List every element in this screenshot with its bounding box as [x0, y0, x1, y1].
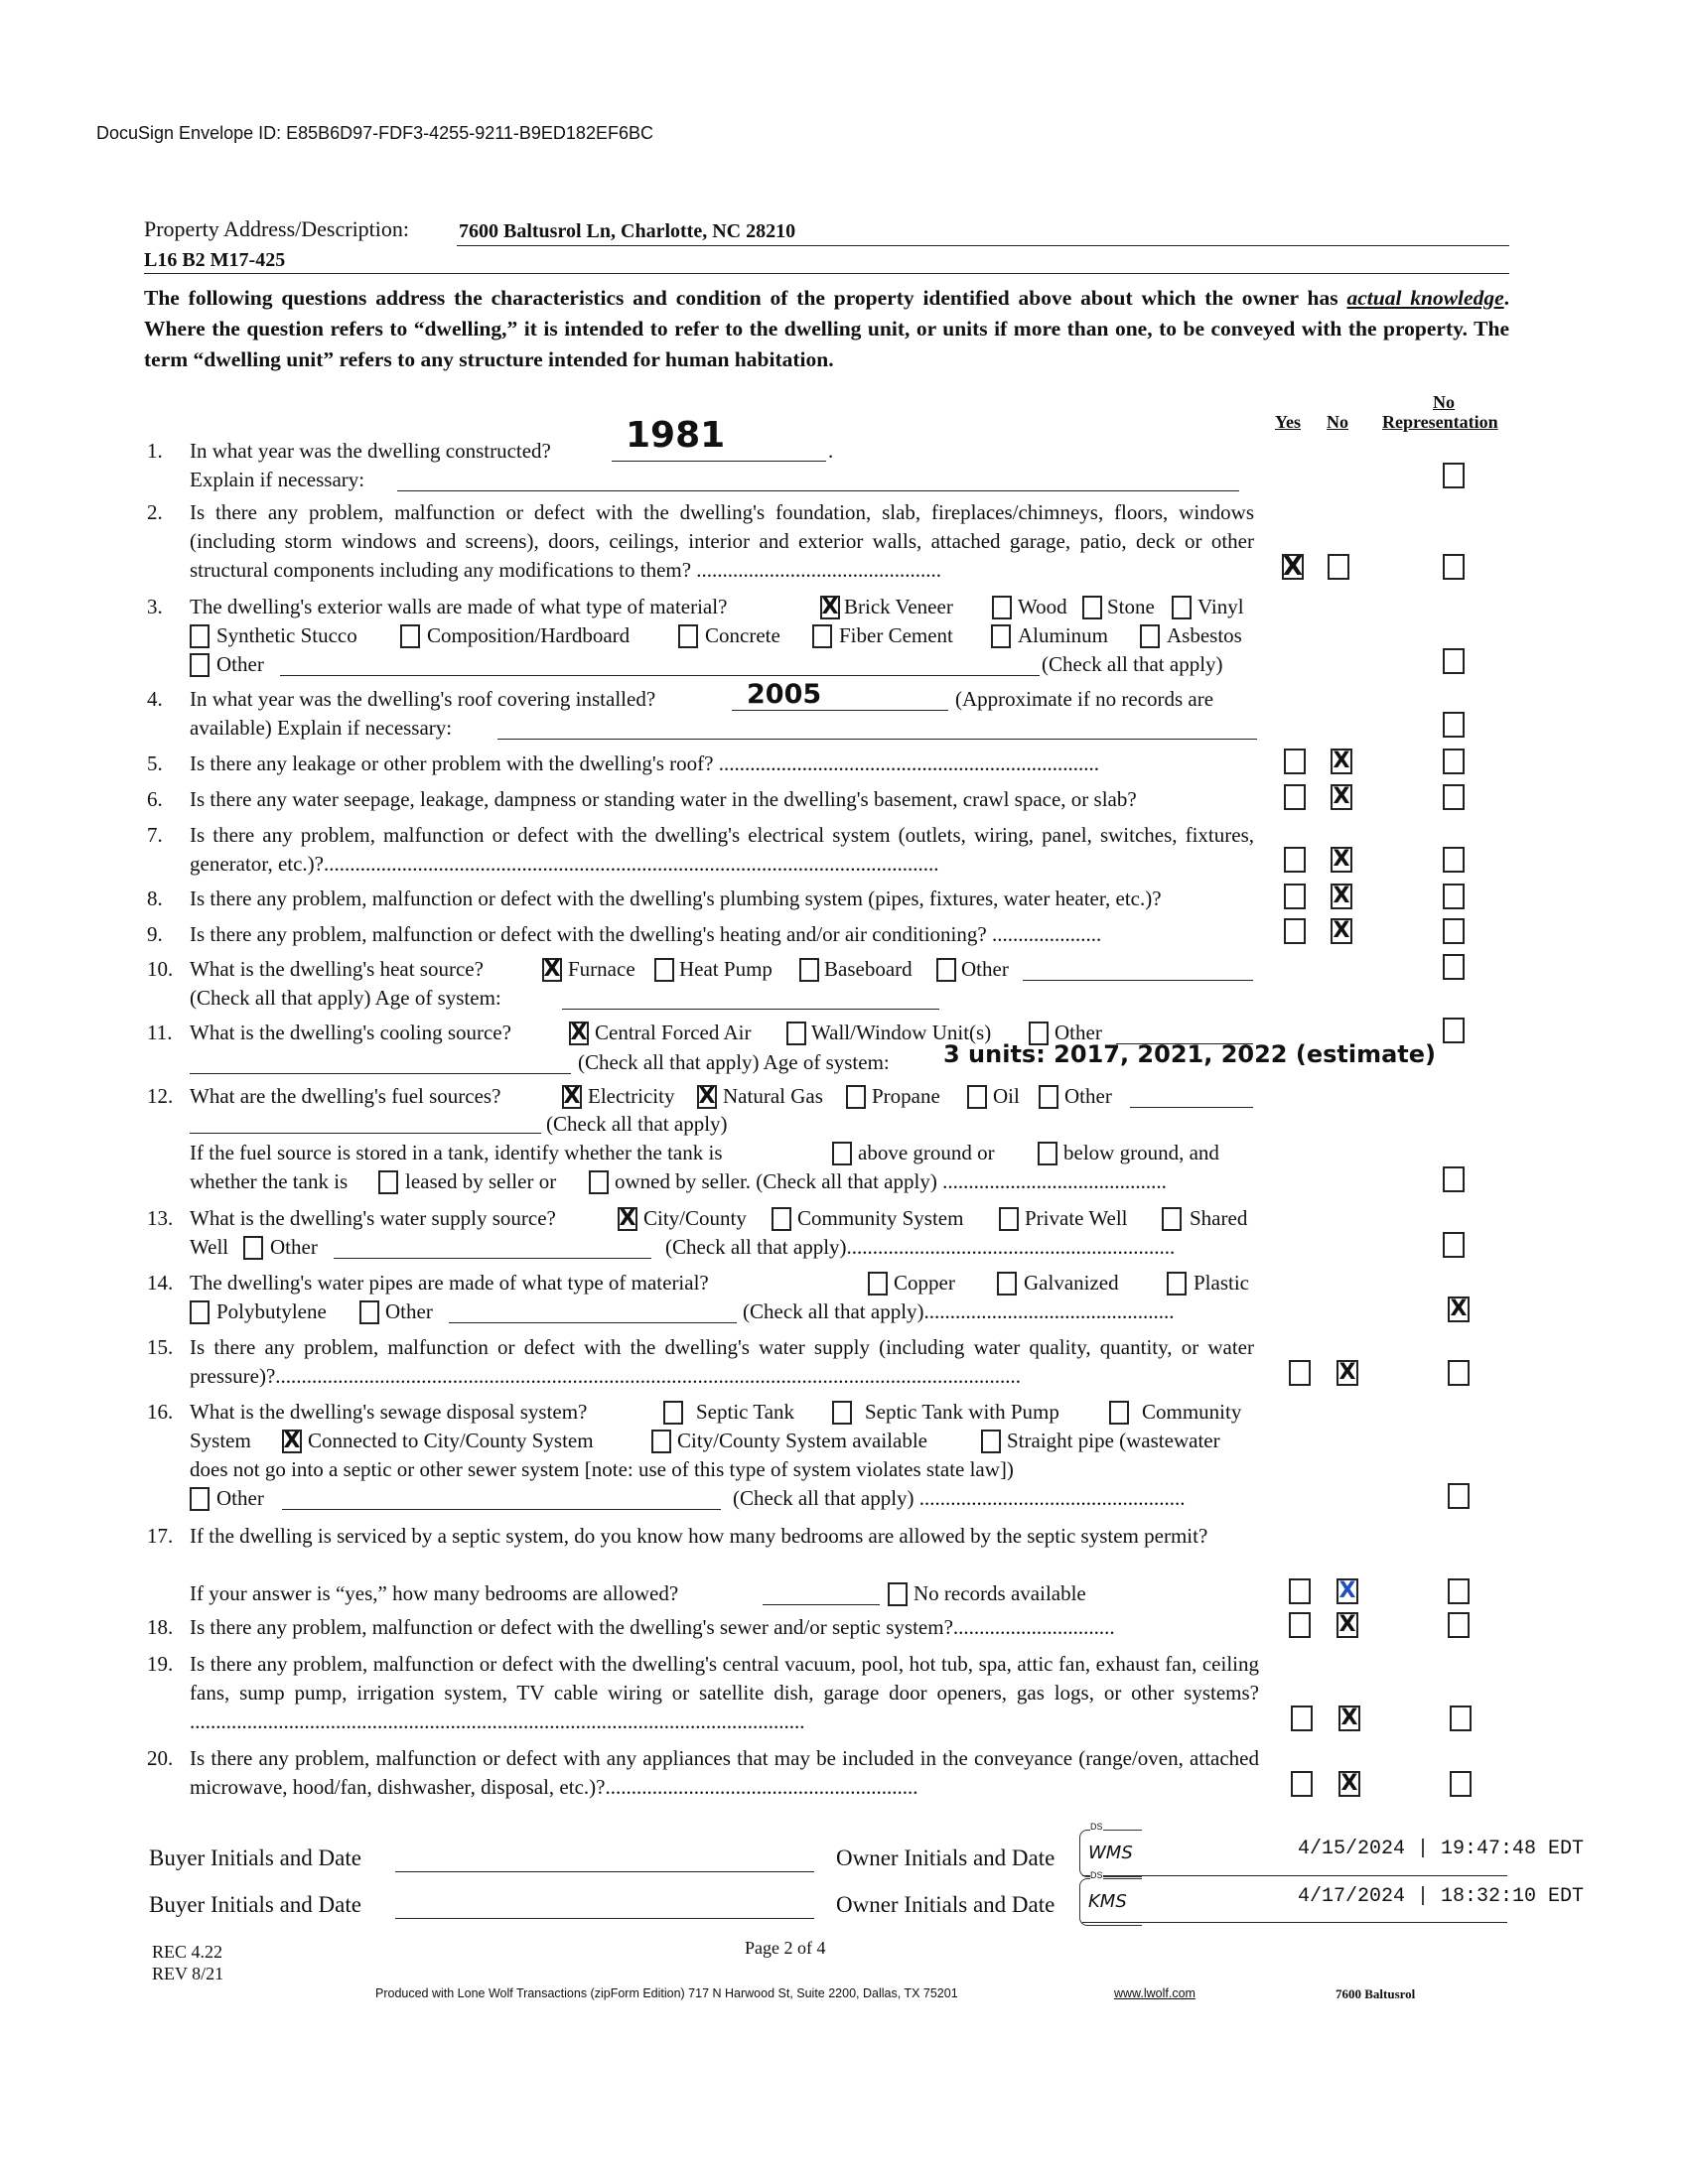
q3-brick-checkbox[interactable]: X [821, 595, 839, 619]
q14-other-checkbox[interactable] [359, 1300, 379, 1324]
q3-other-checkbox[interactable] [190, 653, 210, 677]
buyer-initials-label-2: Buyer Initials and Date [149, 1892, 361, 1917]
q10-text: What is the dwelling's heat source? [190, 957, 484, 981]
q6-norep-checkbox[interactable] [1443, 784, 1465, 810]
q3-composition-label: Composition/Hardboard [427, 623, 631, 647]
q4-explain-line [497, 739, 1257, 740]
q3-stucco-checkbox[interactable] [190, 624, 210, 648]
q12-other-line-2 [190, 1133, 541, 1134]
q3-aluminum-label: Aluminum [1018, 623, 1109, 647]
q10-heatpump-label: Heat Pump [679, 957, 773, 981]
q2-text: Is there any problem, malfunction or defect with the dwelling's foundation, slab, fireplaces/chimneys, floors, windows (including storm windows and screens), doors, ceilings, interior and exterior walls, attached garage, patio, deck or other structural components including any modifications to them? ............................................... [190, 500, 1254, 582]
docusign-envelope-id: DocuSign Envelope ID: E85B6D97-FDF3-4255-9211-B9ED182EF6BC [96, 123, 653, 143]
q13-city-checkbox[interactable]: X [619, 1206, 636, 1231]
col-norep-2: Representation [1382, 412, 1498, 432]
q11-other-label: Other [1055, 1021, 1102, 1044]
q18-text: Is there any problem, malfunction or defect with the dwelling's sewer and/or septic system?............................... [190, 1615, 1115, 1639]
q10-furnace-label: Furnace [568, 957, 635, 981]
q16-other-checkbox[interactable] [190, 1487, 210, 1511]
q3-other-line [280, 675, 1040, 676]
q17-no-records-label: No records available [914, 1581, 1086, 1605]
q12-leased-checkbox[interactable] [378, 1170, 398, 1194]
q10-norep-checkbox[interactable] [1443, 954, 1465, 980]
produced-with: Produced with Lone Wolf Transactions (zipForm Edition) 717 N Harwood St, Suite 2200, Dallas, TX 75201 [375, 1986, 958, 2000]
q14-polybutylene-checkbox[interactable] [190, 1300, 210, 1324]
q12-other-label: Other [1064, 1084, 1112, 1108]
q14-number: 14. [147, 1271, 174, 1295]
q11-age-label: (Check all that apply) Age of system: [578, 1050, 890, 1074]
q3-number: 3. [147, 595, 163, 618]
q18-number: 18. [147, 1615, 174, 1639]
owner-initials-label-2: Owner Initials and Date [836, 1892, 1055, 1917]
q1-explain-label: Explain if necessary: [190, 468, 365, 491]
q16-note: does not go into a septic or other sewer system [note: use of this type of system violates state law]) [190, 1457, 1014, 1481]
actual-knowledge: actual knowledge [1346, 286, 1504, 310]
q16-community-checkbox[interactable] [1109, 1401, 1129, 1425]
q12-tank-ownership: whether the tank is [190, 1169, 349, 1193]
q14-polybutylene-label: Polybutylene [216, 1299, 327, 1323]
q6-number: 6. [147, 787, 163, 811]
q3-norep-checkbox[interactable] [1443, 648, 1465, 674]
q2-number: 2. [147, 500, 163, 524]
q5-number: 5. [147, 751, 163, 775]
q13-other-label: Other [270, 1235, 318, 1259]
q14-check-all: (Check all that apply)................................................ [743, 1299, 1175, 1323]
q9-norep-checkbox[interactable] [1443, 918, 1465, 944]
q16-text: What is the dwelling's sewage disposal system? [190, 1400, 588, 1424]
q16-city-connected-checkbox[interactable]: X [283, 1429, 301, 1453]
q16-straight-pipe-checkbox[interactable] [981, 1430, 1001, 1453]
q6-no-checkbox[interactable]: X [1331, 784, 1352, 810]
col-yes: Yes [1275, 412, 1301, 432]
q13-private-well-checkbox[interactable] [999, 1207, 1019, 1231]
q19-number: 19. [147, 1652, 174, 1676]
q13-shared-label: Shared [1190, 1206, 1248, 1230]
q5-text: Is there any leakage or other problem with the dwelling's roof? ......................................................................... [190, 751, 1099, 775]
q1-answer: 1981 [626, 415, 726, 456]
document-name: 7600 Baltusrol [1336, 1986, 1416, 2001]
q13-norep-checkbox[interactable] [1443, 1232, 1465, 1258]
q17-text: If the dwelling is serviced by a septic system, do you know how many bedrooms are allowed by the septic system permit? [190, 1524, 1208, 1548]
q4-norep-checkbox[interactable] [1443, 712, 1465, 738]
q3-aluminum-checkbox[interactable] [991, 624, 1011, 648]
q19-yes-checkbox[interactable] [1291, 1706, 1313, 1731]
q9-yes-checkbox[interactable] [1284, 918, 1306, 944]
q11-number: 11. [147, 1021, 173, 1044]
q15-yes-checkbox[interactable] [1289, 1360, 1311, 1386]
q8-number: 8. [147, 887, 163, 910]
q10-baseboard-label: Baseboard [824, 957, 913, 981]
q12-owned-checkbox[interactable] [589, 1170, 609, 1194]
q20-text: Is there any problem, malfunction or defect with any appliances that may be included in the conveyance (range/oven, attached microwave, hood/fan, dishwasher, disposal, etc.)?............................................................ [190, 1746, 1259, 1799]
property-label: Property Address/Description: [144, 216, 410, 241]
q9-text: Is there any problem, malfunction or defect with the dwelling's heating and/or air conditioning? ..................... [190, 922, 1102, 946]
q3-stone-label: Stone [1107, 595, 1155, 618]
owner-date-1: 4/15/2024 | 19:47:48 EDT [1298, 1838, 1585, 1860]
q14-plastic-label: Plastic [1194, 1271, 1249, 1295]
q16-norep-checkbox[interactable] [1448, 1483, 1470, 1509]
q12-other-checkbox[interactable] [1039, 1085, 1058, 1109]
q13-shared-checkbox[interactable] [1162, 1207, 1182, 1231]
q12-propane-label: Propane [872, 1084, 940, 1108]
q3-composition-checkbox[interactable] [400, 624, 420, 648]
q16-straight-pipe-label: Straight pipe (wastewater [1007, 1429, 1220, 1452]
q12-oil-label: Oil [993, 1084, 1020, 1108]
q16-other-line [282, 1509, 721, 1510]
q4-note: (Approximate if no records are [955, 687, 1214, 711]
q12-text: What are the dwelling's fuel sources? [190, 1084, 501, 1108]
q12-oil-checkbox[interactable] [967, 1085, 987, 1109]
q10-age-line [562, 1009, 939, 1010]
q3-vinyl-label: Vinyl [1197, 595, 1244, 618]
q12-tank-question: If the fuel source is stored in a tank, identify whether the tank is [190, 1141, 723, 1164]
q3-other-label: Other [216, 652, 264, 676]
q7-text: Is there any problem, malfunction or defect with the dwelling's electrical system (outlets, wiring, panel, switches, fixtures, generator, etc.)?...................................................................................................................... [190, 823, 1254, 876]
q12-other-line [1130, 1107, 1253, 1108]
q16-city-available-label: City/County System available [677, 1429, 927, 1452]
q12-below-ground-checkbox[interactable] [1038, 1142, 1057, 1165]
q10-baseboard-checkbox[interactable] [799, 958, 819, 982]
owner-initials-line-2 [1082, 1922, 1507, 1923]
buyer-initials-line-1[interactable] [395, 1871, 814, 1872]
col-norep-1: No [1433, 392, 1455, 412]
q16-community-label: Community [1142, 1400, 1242, 1424]
q12-propane-checkbox[interactable] [846, 1085, 866, 1109]
q20-norep-checkbox[interactable] [1450, 1771, 1472, 1797]
q10-other-label: Other [961, 957, 1009, 981]
q5-yes-checkbox[interactable] [1284, 749, 1306, 774]
q20-yes-checkbox[interactable] [1291, 1771, 1313, 1797]
q12-norep-checkbox[interactable] [1443, 1166, 1465, 1192]
q1-answer-line [612, 461, 826, 462]
q11-wall-label: Wall/Window Unit(s) [811, 1021, 992, 1044]
q12-below-ground-label: below ground, and [1063, 1141, 1219, 1164]
q16-system-label: System [190, 1429, 251, 1452]
q7-no-checkbox[interactable]: X [1331, 847, 1352, 873]
q13-other-checkbox[interactable] [243, 1236, 263, 1260]
buyer-initials-label-1: Buyer Initials and Date [149, 1845, 361, 1870]
q1-number: 1. [147, 439, 163, 463]
q17-no-records-checkbox[interactable] [888, 1582, 908, 1606]
q18-no-checkbox[interactable]: X [1336, 1612, 1358, 1638]
q14-plastic-checkbox[interactable] [1167, 1272, 1187, 1296]
q13-community-label: Community System [797, 1206, 964, 1230]
q10-number: 10. [147, 957, 174, 981]
q13-number: 13. [147, 1206, 174, 1230]
q9-no-checkbox[interactable]: X [1331, 918, 1352, 944]
q11-central-label: Central Forced Air [595, 1021, 752, 1044]
q1-period: . [828, 439, 834, 463]
q3-text: The dwelling's exterior walls are made of what type of material? [190, 595, 728, 618]
q2-norep-checkbox[interactable] [1443, 554, 1465, 580]
q4-text: In what year was the dwelling's roof covering installed? [190, 687, 656, 711]
q8-no-checkbox[interactable]: X [1331, 884, 1352, 909]
owner-date-2: 4/17/2024 | 18:32:10 EDT [1298, 1885, 1585, 1908]
q1-text: In what year was the dwelling constructed? [190, 439, 551, 463]
q3-fiber-label: Fiber Cement [839, 623, 953, 647]
q3-stucco-label: Synthetic Stucco [216, 623, 357, 647]
q5-norep-checkbox[interactable] [1443, 749, 1465, 774]
q16-septic-pump-checkbox[interactable] [832, 1401, 852, 1425]
q4-answer: 2005 [747, 679, 822, 710]
q13-well-label: Well [190, 1235, 229, 1259]
q16-septic-pump-label: Septic Tank with Pump [865, 1400, 1059, 1424]
address-underline [457, 245, 1509, 246]
q14-norep-checkbox[interactable]: X [1448, 1297, 1470, 1322]
q11-norep-checkbox[interactable] [1443, 1018, 1465, 1043]
q14-copper-label: Copper [894, 1271, 955, 1295]
q13-private-well-label: Private Well [1025, 1206, 1128, 1230]
q13-community-checkbox[interactable] [772, 1207, 791, 1231]
q12-above-ground-checkbox[interactable] [832, 1142, 852, 1165]
q17-sub: If your answer is “yes,” how many bedrooms are allowed? [190, 1581, 679, 1605]
q20-no-checkbox[interactable]: X [1338, 1771, 1360, 1797]
q7-number: 7. [147, 823, 163, 847]
q7-norep-checkbox[interactable] [1443, 847, 1465, 873]
q3-wood-label: Wood [1018, 595, 1067, 618]
owner-initials-2: KMS [1088, 1891, 1127, 1912]
q14-galvanized-checkbox[interactable] [997, 1272, 1017, 1296]
q5-no-checkbox[interactable]: X [1331, 749, 1352, 774]
q18-norep-checkbox[interactable] [1448, 1612, 1470, 1638]
q1-norep-checkbox[interactable] [1443, 463, 1465, 488]
q6-text: Is there any water seepage, leakage, dampness or standing water in the dwelling's basement, crawl space, or slab? [190, 787, 1137, 811]
q12-above-ground-label: above ground or [858, 1141, 995, 1164]
q3-brick-label: Brick Veneer [844, 595, 953, 618]
q8-norep-checkbox[interactable] [1443, 884, 1465, 909]
q2-no-checkbox[interactable] [1328, 554, 1349, 580]
q12-electricity-checkbox[interactable]: X [563, 1084, 581, 1109]
q17-number: 17. [147, 1524, 174, 1548]
q18-yes-checkbox[interactable] [1289, 1612, 1311, 1638]
q3-concrete-label: Concrete [705, 623, 780, 647]
q12-leased-label: leased by seller or [405, 1169, 557, 1193]
q20-number: 20. [147, 1746, 174, 1770]
q16-septic-checkbox[interactable] [663, 1401, 683, 1425]
q10-other-line [1023, 980, 1253, 981]
q16-number: 16. [147, 1400, 174, 1424]
q8-text: Is there any problem, malfunction or defect with the dwelling's plumbing system (pipes, fixtures, water heater, etc.)? [190, 887, 1162, 910]
q15-number: 15. [147, 1335, 174, 1359]
page-number: Page 2 of 4 [745, 1938, 826, 1958]
q16-city-connected-label: Connected to City/County System [308, 1429, 594, 1452]
q13-text: What is the dwelling's water supply source? [190, 1206, 556, 1230]
q16-check-all: (Check all that apply) ................................................... [733, 1486, 1186, 1510]
q4-explain-label: available) Explain if necessary: [190, 716, 453, 740]
q7-yes-checkbox[interactable] [1284, 847, 1306, 873]
docusign-stamp-2: DS KMS [1079, 1878, 1142, 1926]
q12-electricity-label: Electricity [588, 1084, 675, 1108]
q17-no-checkbox[interactable]: X [1336, 1578, 1358, 1604]
q11-central-checkbox[interactable]: X [570, 1021, 588, 1045]
q14-copper-checkbox[interactable] [868, 1272, 888, 1296]
q11-wall-checkbox[interactable] [786, 1022, 806, 1045]
q10-age-label: (Check all that apply) Age of system: [190, 986, 501, 1010]
q3-asbestos-label: Asbestos [1167, 623, 1242, 647]
q10-heatpump-checkbox[interactable] [654, 958, 674, 982]
q14-text: The dwelling's water pipes are made of what type of material? [190, 1271, 709, 1295]
q13-city-label: City/County [643, 1206, 747, 1230]
docusign-stamp-1: DS WMS [1079, 1830, 1142, 1877]
q13-other-line [334, 1258, 651, 1259]
q4-number: 4. [147, 687, 163, 711]
q15-no-checkbox[interactable]: X [1336, 1360, 1358, 1386]
q17-norep-checkbox[interactable] [1448, 1578, 1470, 1604]
q1-explain-line [397, 490, 1239, 491]
q15-norep-checkbox[interactable] [1448, 1360, 1470, 1386]
q3-stone-checkbox[interactable] [1082, 596, 1102, 619]
property-lot: L16 B2 M17-425 [144, 249, 286, 271]
q3-asbestos-checkbox[interactable] [1140, 624, 1160, 648]
q10-furnace-checkbox[interactable]: X [543, 957, 561, 982]
property-address: 7600 Baltusrol Ln, Charlotte, NC 28210 [459, 220, 796, 242]
q10-other-checkbox[interactable] [936, 958, 956, 982]
q15-text: Is there any problem, malfunction or defect with the dwelling's water supply (including water quality, quantity, or water pressure)?............................................................................................................................................... [190, 1335, 1254, 1388]
q17-bedrooms-line [763, 1604, 880, 1605]
form-revision: REV 8/21 [152, 1964, 224, 1983]
q3-concrete-checkbox[interactable] [678, 624, 698, 648]
q11-other-line-2 [190, 1073, 571, 1074]
q14-other-line [449, 1322, 737, 1323]
owner-initials-line-1 [1082, 1875, 1507, 1876]
q3-check-all: (Check all that apply) [1042, 652, 1223, 676]
buyer-initials-line-2[interactable] [395, 1918, 814, 1919]
q3-fiber-checkbox[interactable] [812, 624, 832, 648]
col-no: No [1327, 412, 1348, 432]
q16-septic-label: Septic Tank [696, 1400, 795, 1424]
q12-gas-label: Natural Gas [723, 1084, 823, 1108]
q19-text: Is there any problem, malfunction or defect with the dwelling's central vacuum, pool, hot tub, spa, attic fan, exhaust fan, ceiling fans, sump pump, irrigation system, TV cable wiring or satellite dish, garage door openers, gas logs, or other systems? ...................................................................................................................... [190, 1652, 1259, 1733]
q12-gas-checkbox[interactable]: X [698, 1084, 716, 1109]
q9-number: 9. [147, 922, 163, 946]
q8-yes-checkbox[interactable] [1284, 884, 1306, 909]
q16-other-label: Other [216, 1486, 264, 1510]
q11-age-answer: 3 units: 2017, 2021, 2022 (estimate) [943, 1040, 1437, 1068]
q14-galvanized-label: Galvanized [1024, 1271, 1119, 1295]
lwolf-link[interactable]: www.lwolf.com [1114, 1986, 1196, 2000]
q3-wood-checkbox[interactable] [992, 596, 1012, 619]
q19-no-checkbox[interactable]: X [1338, 1706, 1360, 1731]
q11-text: What is the dwelling's cooling source? [190, 1021, 511, 1044]
form-number: REC 4.22 [152, 1942, 223, 1962]
q12-owned-label: owned by seller. (Check all that apply) ........................................... [615, 1169, 1167, 1193]
q14-other-label: Other [385, 1299, 433, 1323]
q3-vinyl-checkbox[interactable] [1172, 596, 1192, 619]
q12-number: 12. [147, 1084, 174, 1108]
lot-underline [144, 273, 1509, 274]
q2-yes-checkbox[interactable]: X [1282, 552, 1304, 582]
owner-initials-1: WMS [1088, 1843, 1133, 1863]
q17-yes-checkbox[interactable] [1289, 1578, 1311, 1604]
q19-norep-checkbox[interactable] [1450, 1706, 1472, 1731]
q6-yes-checkbox[interactable] [1284, 784, 1306, 810]
q4-answer-line [732, 710, 948, 711]
q13-check-all: (Check all that apply)............................................................... [665, 1235, 1176, 1259]
owner-initials-label-1: Owner Initials and Date [836, 1845, 1055, 1870]
q16-city-available-checkbox[interactable] [651, 1430, 671, 1453]
q12-check-all: (Check all that apply) [546, 1112, 728, 1136]
intro-paragraph: The following questions address the characteristics and condition of the property identified above about which the owner has actual knowledge. Where the question refers to “dwelling,” it is intended to refer to the dwelling unit, or units if more than one, to be conveyed with the property. The term “dwelling unit” refers to any structure intended for human habitation. [144, 286, 1509, 371]
